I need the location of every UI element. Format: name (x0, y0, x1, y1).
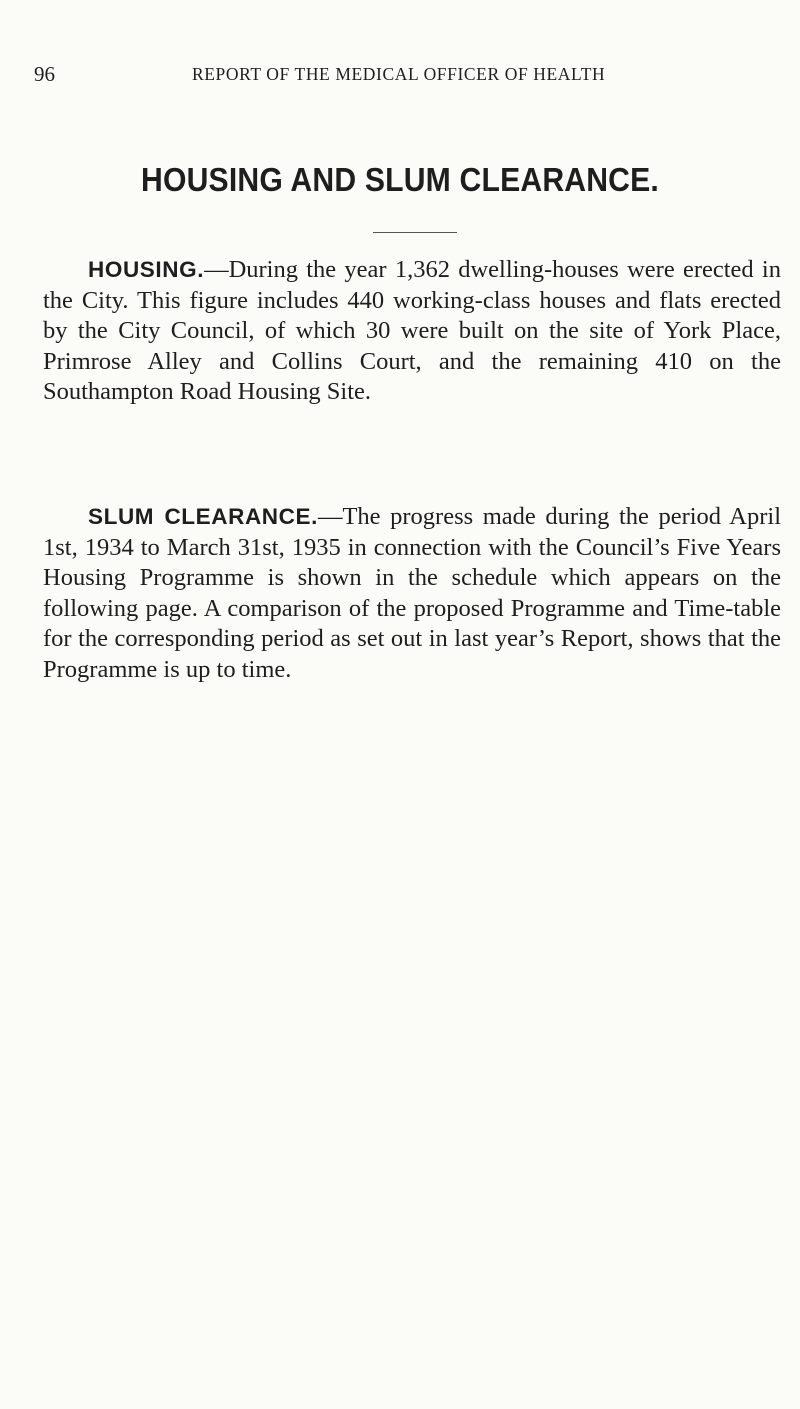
running-header (34, 62, 766, 88)
title-divider (373, 232, 457, 233)
slum-clearance-text: —The progress made during the period April 1st, 1934 to March 31st, 1935 in connection with the Council’s Five Years Housing Programme is shown in the schedule which appears on the following page. A comparison of the proposed Programme and Time-table for the corresponding period as set out in last year’s Report, shows that the Programme is up to time. (43, 503, 781, 683)
page-number: 96 (34, 62, 55, 86)
slum-clearance-lead: SLUM CLEARANCE. (88, 504, 318, 529)
housing-text: —During the year 1,362 dwelling-houses were erected in the City. This figure includes 440 working-class houses and flats erected by the City Council, of which 30 were built on the site of York Place, Primrose Alley and Collins Court, and the remaining 410 on the Southampton Road Housing Site. (43, 256, 781, 406)
housing-paragraph (43, 255, 781, 408)
running-title: REPORT OF THE MEDICAL OFFICER OF HEALTH (192, 64, 606, 84)
housing-lead: HOUSING. (88, 257, 205, 282)
page-title: HOUSING AND SLUM CLEARANCE. (141, 162, 659, 199)
slum-clearance-paragraph (43, 502, 781, 686)
